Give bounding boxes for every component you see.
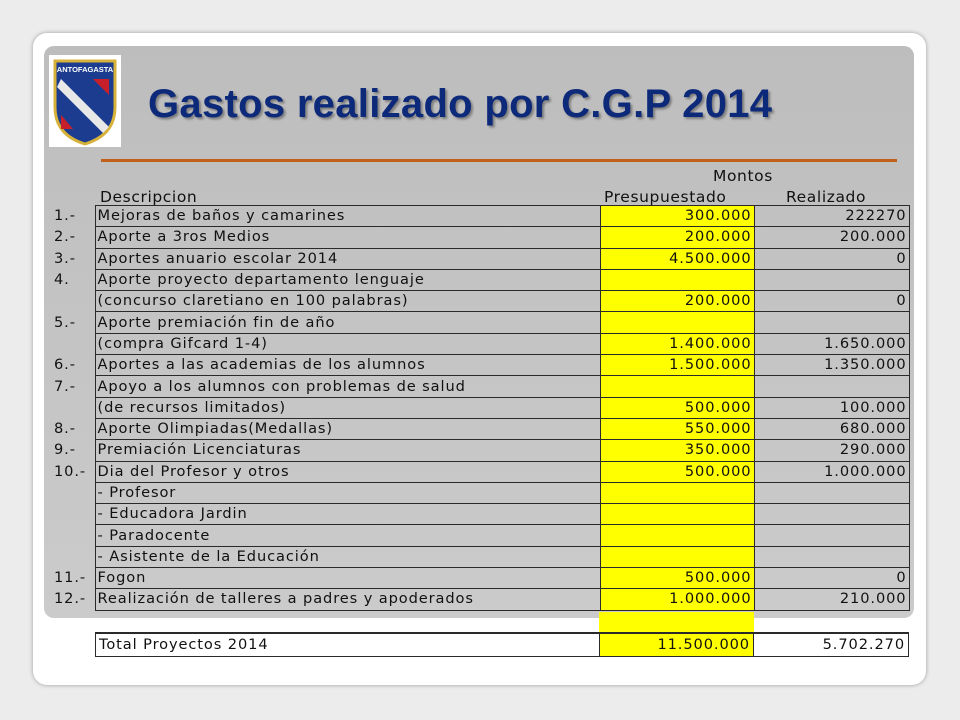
row-realizado: 1.350.000 bbox=[754, 355, 909, 376]
table-row bbox=[52, 568, 909, 589]
row-realizado bbox=[754, 525, 909, 546]
row-realizado: 200.000 bbox=[754, 227, 909, 248]
row-number: 11.- bbox=[54, 569, 87, 587]
row-presupuestado: 4.500.000 bbox=[600, 248, 754, 269]
row-number: 3.- bbox=[54, 249, 76, 267]
row-presupuestado: 200.000 bbox=[600, 291, 754, 312]
row-number: 5.- bbox=[54, 313, 76, 331]
row-number: 1.- bbox=[54, 207, 76, 225]
header-presupuestado: Presupuestado bbox=[604, 188, 727, 206]
row-description: Mejoras de baños y camarines bbox=[95, 206, 600, 227]
row-description: Premiación Licenciaturas bbox=[95, 440, 600, 461]
row-realizado: 680.000 bbox=[754, 418, 909, 439]
table-row bbox=[52, 206, 909, 227]
table-row bbox=[52, 525, 909, 546]
row-number: 9.- bbox=[54, 441, 76, 459]
highlight-gap bbox=[599, 612, 754, 634]
table-row bbox=[52, 291, 909, 312]
row-description: (concurso claretiano en 100 palabras) bbox=[95, 291, 600, 312]
total-realizado: 5.702.270 bbox=[754, 633, 909, 656]
school-logo bbox=[49, 55, 121, 147]
row-presupuestado: 500.000 bbox=[600, 461, 754, 482]
row-number bbox=[52, 504, 95, 525]
header-realizado: Realizado bbox=[786, 188, 867, 206]
row-description: Fogon bbox=[95, 568, 600, 589]
row-presupuestado bbox=[600, 269, 754, 290]
row-description: Dia del Profesor y otros bbox=[95, 461, 600, 482]
row-presupuestado: 350.000 bbox=[600, 440, 754, 461]
row-realizado: 290.000 bbox=[754, 440, 909, 461]
row-presupuestado bbox=[600, 504, 754, 525]
table-row bbox=[52, 461, 909, 482]
table-row bbox=[52, 376, 909, 397]
row-description: Aporte premiación fin de año bbox=[95, 312, 600, 333]
row-number bbox=[52, 291, 95, 312]
row-presupuestado: 550.000 bbox=[600, 418, 754, 439]
logo-top-text: ANTOFAGASTA bbox=[56, 65, 114, 74]
row-realizado bbox=[754, 482, 909, 503]
row-presupuestado: 200.000 bbox=[600, 227, 754, 248]
row-number: 2.- bbox=[54, 228, 76, 246]
row-realizado bbox=[754, 504, 909, 525]
total-row bbox=[96, 633, 909, 656]
row-realizado: 1.000.000 bbox=[754, 461, 909, 482]
row-description: (compra Gifcard 1-4) bbox=[95, 333, 600, 354]
row-number: 7.- bbox=[54, 377, 76, 395]
table-row bbox=[52, 589, 909, 610]
row-description: Aportes a las academias de los alumnos bbox=[95, 355, 600, 376]
row-realizado bbox=[754, 312, 909, 333]
row-realizado bbox=[754, 376, 909, 397]
row-presupuestado: 500.000 bbox=[600, 568, 754, 589]
header-descripcion: Descripcion bbox=[100, 188, 198, 206]
row-number bbox=[52, 397, 95, 418]
row-description: Aporte Olimpiadas(Medallas) bbox=[95, 418, 600, 439]
row-presupuestado: 1.500.000 bbox=[600, 355, 754, 376]
row-presupuestado: 300.000 bbox=[600, 206, 754, 227]
total-table bbox=[95, 632, 909, 657]
table-row bbox=[52, 248, 909, 269]
row-presupuestado: 1.000.000 bbox=[600, 589, 754, 610]
row-description: Aporte proyecto departamento lenguaje bbox=[95, 269, 600, 290]
row-number: 4. bbox=[54, 271, 70, 289]
row-realizado: 1.650.000 bbox=[754, 333, 909, 354]
row-number bbox=[52, 525, 95, 546]
table-row bbox=[52, 333, 909, 354]
row-realizado: 210.000 bbox=[754, 589, 909, 610]
row-number: 6.- bbox=[54, 356, 76, 374]
row-realizado bbox=[754, 269, 909, 290]
header-montos: Montos bbox=[713, 167, 773, 185]
row-description: - Asistente de la Educación bbox=[95, 546, 600, 567]
row-description: Apoyo a los alumnos con problemas de salud bbox=[95, 376, 600, 397]
row-description: Realización de talleres a padres y apoderados bbox=[95, 589, 600, 610]
row-presupuestado: 500.000 bbox=[600, 397, 754, 418]
row-realizado bbox=[754, 546, 909, 567]
table-row bbox=[52, 546, 909, 567]
row-realizado: 222270 bbox=[754, 206, 909, 227]
title-divider bbox=[101, 159, 897, 162]
row-number: 10.- bbox=[54, 462, 87, 480]
table-row bbox=[52, 482, 909, 503]
row-description: - Paradocente bbox=[95, 525, 600, 546]
row-presupuestado: 1.400.000 bbox=[600, 333, 754, 354]
row-presupuestado bbox=[600, 482, 754, 503]
table-row bbox=[52, 504, 909, 525]
row-number bbox=[52, 482, 95, 503]
row-presupuestado bbox=[600, 376, 754, 397]
row-description: - Educadora Jardin bbox=[95, 504, 600, 525]
row-realizado: 0 bbox=[754, 568, 909, 589]
row-realizado: 100.000 bbox=[754, 397, 909, 418]
row-presupuestado bbox=[600, 312, 754, 333]
row-presupuestado bbox=[600, 546, 754, 567]
row-description: Aportes anuario escolar 2014 bbox=[95, 248, 600, 269]
table-row bbox=[52, 397, 909, 418]
row-realizado: 0 bbox=[754, 291, 909, 312]
table-row bbox=[52, 355, 909, 376]
table-row bbox=[52, 418, 909, 439]
total-label: Total Proyectos 2014 bbox=[96, 633, 600, 656]
row-number bbox=[52, 546, 95, 567]
row-number bbox=[52, 333, 95, 354]
row-presupuestado bbox=[600, 525, 754, 546]
row-realizado: 0 bbox=[754, 248, 909, 269]
table-row bbox=[52, 269, 909, 290]
row-number: 8.- bbox=[54, 420, 76, 438]
row-description: (de recursos limitados) bbox=[95, 397, 600, 418]
expenses-table bbox=[52, 205, 910, 611]
table-row bbox=[52, 440, 909, 461]
row-description: - Profesor bbox=[95, 482, 600, 503]
row-number: 12.- bbox=[54, 590, 87, 608]
school-crest-icon bbox=[49, 55, 121, 147]
row-description: Aporte a 3ros Medios bbox=[95, 227, 600, 248]
table-row bbox=[52, 312, 909, 333]
page-title: Gastos realizado por C.G.P 2014 bbox=[148, 82, 773, 126]
total-presupuestado: 11.500.000 bbox=[600, 633, 754, 656]
table-row bbox=[52, 227, 909, 248]
